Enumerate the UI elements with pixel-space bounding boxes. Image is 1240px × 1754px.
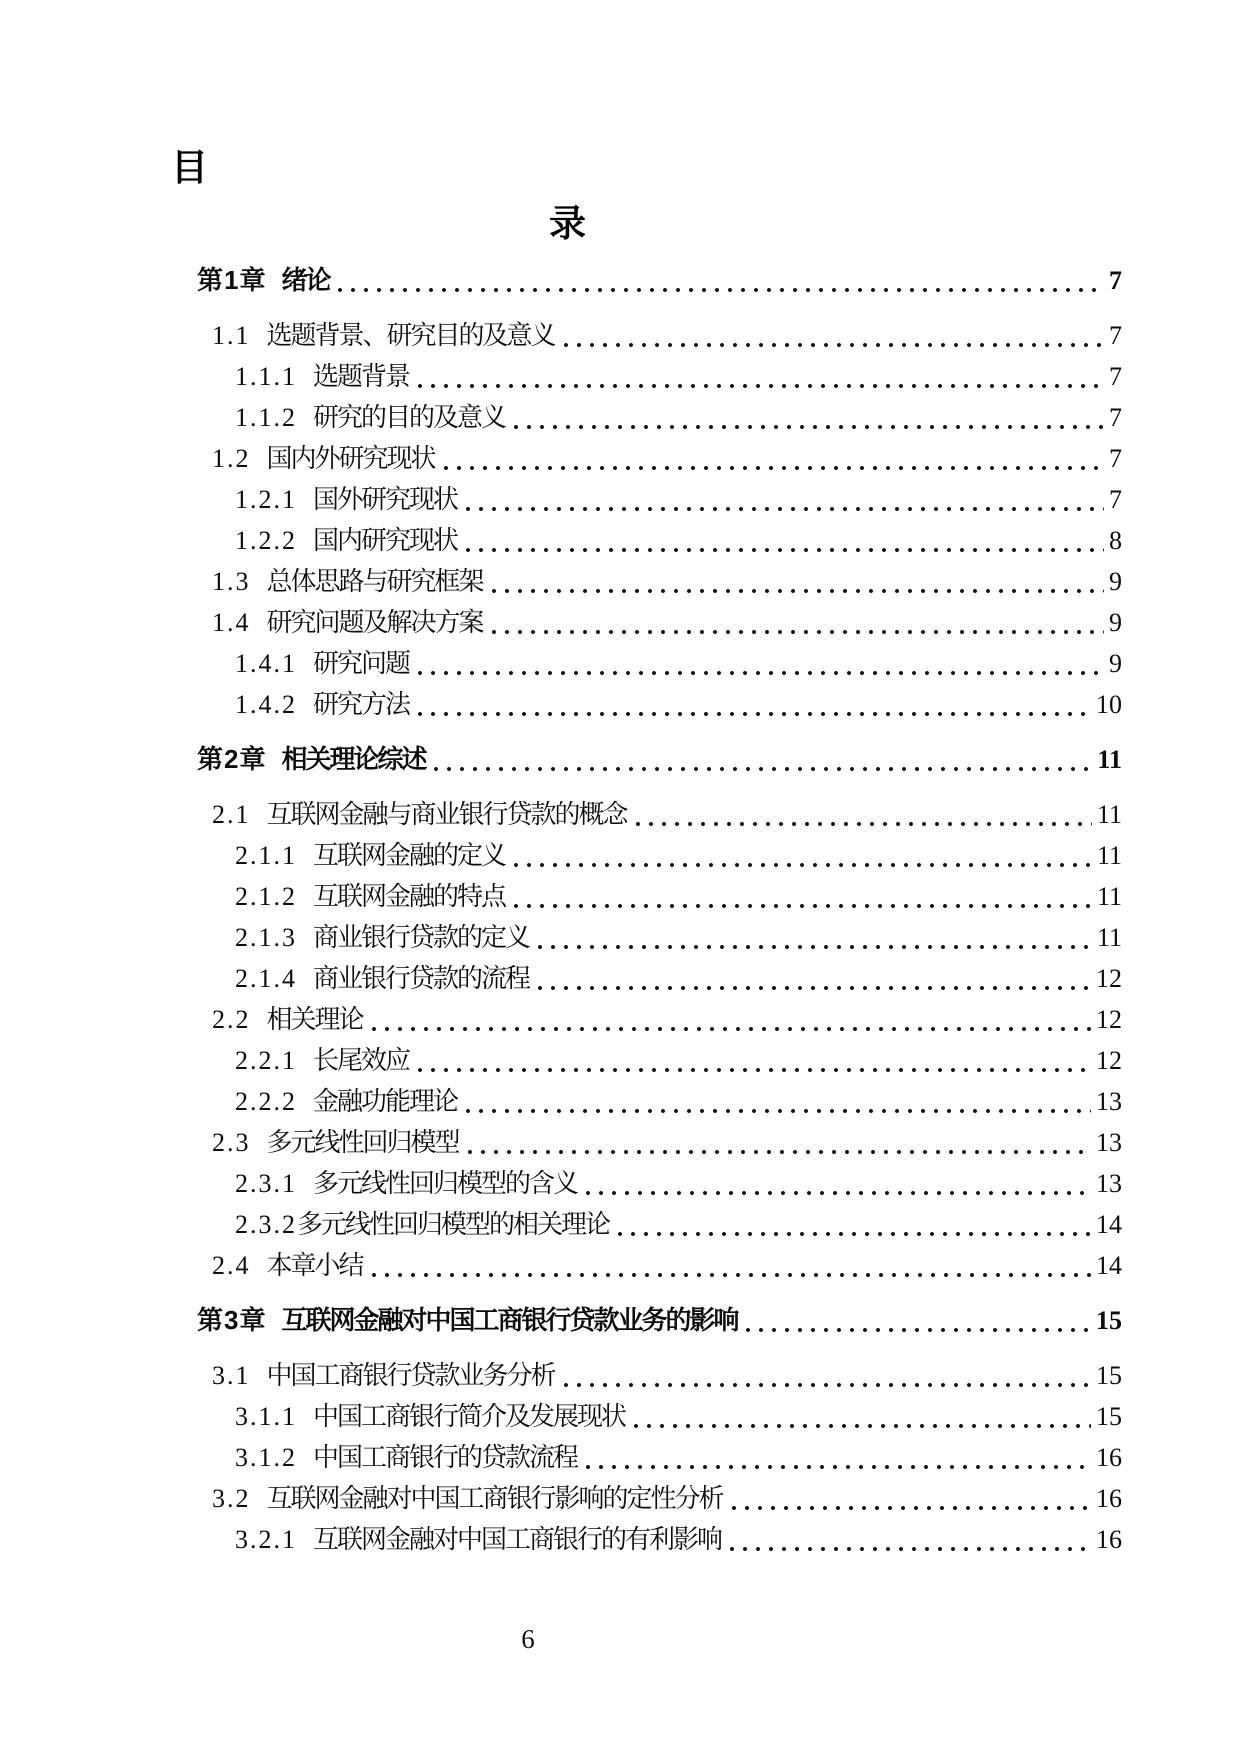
toc-entry-title: 研究的目的及意义 xyxy=(313,403,506,432)
footer-page-number: 6 xyxy=(521,1624,535,1654)
leader-dots xyxy=(510,835,1092,876)
toc-entry-number: 2.4 xyxy=(212,1251,251,1280)
toc-entry-number: 1.2.2 xyxy=(235,526,297,555)
toc-entry-title: 互联网金融的特点 xyxy=(313,882,506,911)
toc-entry-page: 12 xyxy=(1096,964,1122,993)
toc-entry-title: 互联网金融对中国工商银行贷款业务的影响 xyxy=(281,1305,738,1335)
toc-entry[interactable] xyxy=(197,1300,1122,1341)
toc-entry-page: 11 xyxy=(1096,923,1122,952)
leader-dots xyxy=(726,1519,1091,1560)
leader-dots xyxy=(414,643,1104,684)
toc-entry-number: 第1章 xyxy=(197,265,267,295)
toc-entry[interactable] xyxy=(197,1122,1122,1163)
leader-dots xyxy=(582,1163,1091,1204)
toc-entry-number: 1.1.1 xyxy=(235,362,297,391)
toc-entry-number: 2.1.3 xyxy=(235,923,297,952)
toc-entry-title: 商业银行贷款的流程 xyxy=(313,964,530,993)
toc-entry[interactable] xyxy=(197,397,1122,438)
leader-dots xyxy=(534,958,1091,999)
toc-entry-title: 总体思路与研究框架 xyxy=(266,567,483,596)
toc-entry-number: 3.1.1 xyxy=(235,1402,297,1431)
leader-dots xyxy=(630,1396,1091,1437)
toc-entry[interactable] xyxy=(197,794,1122,835)
toc-entry-title: 中国工商银行贷款业务分析 xyxy=(266,1361,555,1390)
leader-dots xyxy=(414,684,1091,725)
toc-entry-page: 13 xyxy=(1096,1087,1122,1116)
toc-entry-title: 长尾效应 xyxy=(313,1046,410,1075)
toc-entry-page: 9 xyxy=(1109,608,1122,637)
toc-entry-title: 互联网金融对中国工商银行的有利影响 xyxy=(313,1525,722,1554)
toc-entry[interactable] xyxy=(197,356,1122,397)
toc-entry[interactable] xyxy=(197,479,1122,520)
toc-entry-page: 14 xyxy=(1096,1210,1122,1239)
leader-dots xyxy=(510,876,1092,917)
leader-dots xyxy=(464,1122,1091,1163)
leader-dots xyxy=(368,1245,1091,1286)
toc-entry-number: 1.4 xyxy=(212,608,251,637)
leader-dots xyxy=(334,260,1104,301)
toc-entry-number: 1.2.1 xyxy=(235,485,297,514)
toc-entry[interactable] xyxy=(197,958,1122,999)
leader-dots xyxy=(368,999,1091,1040)
toc-entry-title: 本章小结 xyxy=(266,1251,363,1280)
toc-entry-number: 2.2.2 xyxy=(235,1087,297,1116)
toc-entry-page: 8 xyxy=(1109,526,1122,555)
toc-entry-page: 13 xyxy=(1096,1128,1122,1157)
toc-entry-title: 绪论 xyxy=(281,265,330,295)
leader-dots xyxy=(560,315,1104,356)
toc-entry-title: 中国工商银行的贷款流程 xyxy=(313,1443,578,1472)
toc-entry-page: 16 xyxy=(1096,1443,1122,1472)
toc-entry-number: 2.1.2 xyxy=(235,882,297,911)
toc-entry-number: 2.3 xyxy=(212,1128,251,1157)
toc-entry-title: 金融功能理论 xyxy=(313,1087,458,1116)
leader-dots xyxy=(462,1081,1091,1122)
toc-entry-page: 12 xyxy=(1096,1005,1122,1034)
leader-dots xyxy=(742,1300,1091,1341)
toc-entry-page: 16 xyxy=(1096,1484,1122,1513)
toc-entry-number: 2.1.1 xyxy=(235,841,297,870)
leader-dots xyxy=(614,1204,1091,1245)
leader-dots xyxy=(534,917,1092,958)
toc-title-char-lu: 录 xyxy=(549,203,586,244)
toc-entry[interactable] xyxy=(197,561,1122,602)
toc-entry[interactable] xyxy=(197,1040,1122,1081)
toc-entry-number: 1.4.1 xyxy=(235,649,297,678)
toc-entry-title: 选题背景 xyxy=(313,362,410,391)
toc-entry[interactable] xyxy=(197,739,1122,780)
toc-entry-number: 1.1 xyxy=(212,321,251,350)
toc-entry[interactable] xyxy=(197,1478,1122,1519)
toc-entry[interactable] xyxy=(197,1437,1122,1478)
toc-entry[interactable] xyxy=(197,999,1122,1040)
leader-dots xyxy=(488,561,1104,602)
toc-entry[interactable] xyxy=(197,1163,1122,1204)
toc-entry-number: 3.1.2 xyxy=(235,1443,297,1472)
toc-entry[interactable] xyxy=(197,520,1122,561)
toc-entry[interactable] xyxy=(197,1519,1122,1560)
toc-entry-title: 互联网金融与商业银行贷款的概念 xyxy=(266,800,627,829)
toc-entry-number: 2.2.1 xyxy=(235,1046,297,1075)
toc-entry-number: 2.1.4 xyxy=(235,964,297,993)
leader-dots xyxy=(430,739,1092,780)
toc-entry-title: 多元线性回归模型 xyxy=(266,1128,459,1157)
toc-entry-number: 2.2 xyxy=(212,1005,251,1034)
toc-entry-title: 多元线性回归模型的含义 xyxy=(313,1169,578,1198)
toc-entry-page: 10 xyxy=(1096,690,1122,719)
toc-entry-number: 1.1.2 xyxy=(235,403,297,432)
toc-entry-title: 研究问题及解决方案 xyxy=(266,608,483,637)
toc-entry-page: 7 xyxy=(1109,266,1122,295)
toc-entry-page: 7 xyxy=(1109,444,1122,473)
toc-entry[interactable] xyxy=(197,917,1122,958)
toc-entry-title: 国外研究现状 xyxy=(313,485,458,514)
toc-entry[interactable] xyxy=(197,1081,1122,1122)
toc-entry-title: 研究方法 xyxy=(313,690,410,719)
toc-entry[interactable] xyxy=(197,835,1122,876)
toc-entry-title: 互联网金融对中国工商银行影响的定性分析 xyxy=(266,1484,723,1513)
toc-entry[interactable] xyxy=(197,1396,1122,1437)
toc-entry-number: 3.2.1 xyxy=(235,1525,297,1554)
toc-entry-page: 9 xyxy=(1109,649,1122,678)
toc-entry-number: 1.2 xyxy=(212,444,251,473)
leader-dots xyxy=(488,602,1104,643)
toc-entry-page: 11 xyxy=(1097,745,1122,774)
leader-dots xyxy=(582,1437,1091,1478)
toc-entry-number: 3.1 xyxy=(212,1361,251,1390)
toc-entry-page: 7 xyxy=(1109,403,1122,432)
leader-dots xyxy=(462,479,1104,520)
toc-entry[interactable] xyxy=(197,1245,1122,1286)
toc-entry-number: 3.2 xyxy=(212,1484,251,1513)
toc-entry-title: 商业银行贷款的定义 xyxy=(313,923,530,952)
toc-entry-page: 7 xyxy=(1109,321,1122,350)
toc-entry-number: 2.3.1 xyxy=(235,1169,297,1198)
toc-entry[interactable] xyxy=(197,643,1122,684)
toc-entry-title: 互联网金融的定义 xyxy=(313,841,506,870)
toc-entry-page: 15 xyxy=(1096,1361,1122,1390)
toc-entry[interactable] xyxy=(197,684,1122,725)
leader-dots xyxy=(632,794,1092,835)
toc-entry-title: 中国工商银行简介及发展现状 xyxy=(313,1402,626,1431)
leader-dots xyxy=(440,438,1104,479)
leader-dots xyxy=(414,356,1104,397)
toc-entry-page: 13 xyxy=(1096,1169,1122,1198)
toc-entry[interactable] xyxy=(197,260,1122,301)
toc-entry-page: 11 xyxy=(1096,800,1122,829)
toc-entry-page: 15 xyxy=(1096,1402,1122,1431)
toc-entry[interactable] xyxy=(197,602,1122,643)
toc-entry-page: 11 xyxy=(1096,882,1122,911)
leader-dots xyxy=(728,1478,1091,1519)
toc-entry-number: 1.4.2 xyxy=(235,690,297,719)
toc-entry-title: 选题背景、研究目的及意义 xyxy=(266,321,555,350)
leader-dots xyxy=(414,1040,1091,1081)
toc-entry-number: 2.3.2 xyxy=(235,1210,297,1239)
toc-entry-page: 7 xyxy=(1109,485,1122,514)
toc-entry[interactable] xyxy=(197,1355,1122,1396)
toc-entry-number: 第3章 xyxy=(197,1305,267,1335)
toc-entry[interactable] xyxy=(197,876,1122,917)
leader-dots xyxy=(560,1355,1091,1396)
toc-entry-title: 相关理论 xyxy=(266,1005,363,1034)
toc-entry-page: 9 xyxy=(1109,567,1122,596)
toc-entry[interactable] xyxy=(197,1204,1122,1245)
leader-dots xyxy=(462,520,1104,561)
toc-list xyxy=(197,246,1122,1560)
toc-entry-title: 相关理论综述 xyxy=(281,744,426,774)
toc-entry-title: 国内研究现状 xyxy=(313,526,458,555)
toc-entry-number: 2.1 xyxy=(212,800,251,829)
toc-entry-title: 多元线性回归模型的相关理论 xyxy=(297,1210,610,1239)
toc-entry[interactable] xyxy=(197,315,1122,356)
toc-entry-number: 1.3 xyxy=(212,567,251,596)
toc-entry[interactable] xyxy=(197,438,1122,479)
toc-entry-page: 12 xyxy=(1096,1046,1122,1075)
toc-entry-page: 16 xyxy=(1096,1525,1122,1554)
toc-entry-page: 15 xyxy=(1096,1306,1122,1335)
toc-entry-title: 研究问题 xyxy=(313,649,410,678)
toc-entry-page: 11 xyxy=(1096,841,1122,870)
toc-entry-number: 第2章 xyxy=(197,744,267,774)
leader-dots xyxy=(510,397,1104,438)
toc-title-char-mu: 目 xyxy=(171,147,208,188)
toc-entry-title: 国内外研究现状 xyxy=(266,444,435,473)
toc-entry-page: 7 xyxy=(1109,362,1122,391)
toc-entry-page: 14 xyxy=(1096,1251,1122,1280)
